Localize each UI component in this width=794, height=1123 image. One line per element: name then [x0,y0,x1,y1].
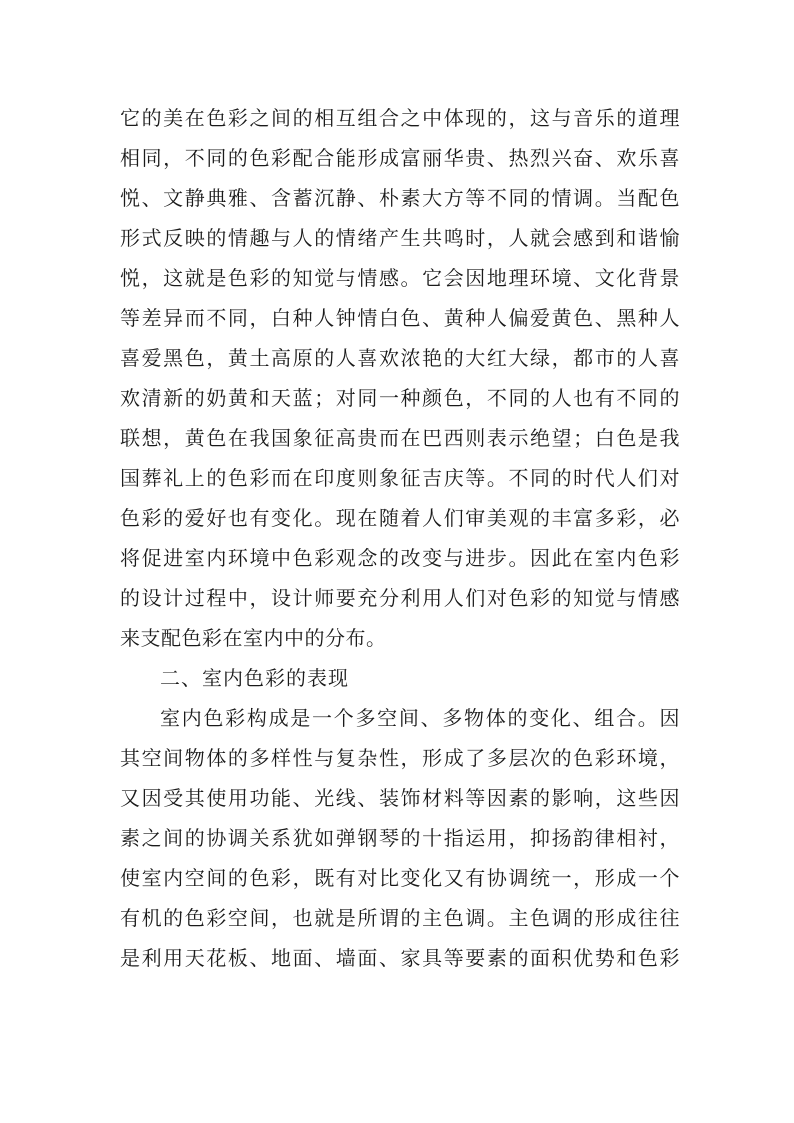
paragraph-1-line: 色彩的爱好也有变化。现在随着人们审美观的丰富多彩，必 [120,506,680,530]
paragraph-1-line: 欢清新的奶黄和天蓝；对同一种颜色，不同的人也有不同的 [120,386,680,410]
paragraph-1-line: 喜爱黑色，黄土高原的人喜欢浓艳的大红大绿，都市的人喜 [120,346,680,370]
paragraph-1-line: 悦，这就是色彩的知觉与情感。它会因地理环境、文化背景 [120,266,680,290]
paragraph-1-line: 它的美在色彩之间的相互组合之中体现的，这与音乐的道理 [120,106,680,130]
paragraph-2-line: 其空间物体的多样性与复杂性，形成了多层次的色彩环境， [120,746,680,770]
paragraph-2-line: 使室内空间的色彩，既有对比变化又有协调统一，形成一个 [120,866,680,890]
section-heading: 二、室内色彩的表现 [160,666,349,690]
paragraph-1-line: 来支配色彩在室内中的分布。 [120,626,387,650]
paragraph-2-line: 又因受其使用功能、光线、装饰材料等因素的影响，这些因 [120,786,680,810]
paragraph-1-line: 形式反映的情趣与人的情绪产生共鸣时，人就会感到和谐愉 [120,226,680,250]
paragraph-1-line: 联想，黄色在我国象征高贵而在巴西则表示绝望；白色是我 [120,426,680,450]
paragraph-1-line: 的设计过程中，设计师要充分利用人们对色彩的知觉与情感 [120,586,680,610]
paragraph-2-line: 有机的色彩空间，也就是所谓的主色调。主色调的形成往往 [120,906,680,930]
paragraph-2-line: 素之间的协调关系犹如弹钢琴的十指运用，抑扬韵律相衬， [120,826,680,850]
paragraph-2-line: 室内色彩构成是一个多空间、多物体的变化、组合。因 [160,706,680,730]
paragraph-2-line: 是利用天花板、地面、墙面、家具等要素的面积优势和色彩 [120,946,680,970]
paragraph-1-line: 悦、文静典雅、含蓄沉静、朴素大方等不同的情调。当配色 [120,186,680,210]
paragraph-1-line: 将促进室内环境中色彩观念的改变与进步。因此在室内色彩 [120,546,680,570]
paragraph-1-line: 国葬礼上的色彩而在印度则象征吉庆等。不同的时代人们对 [120,466,680,490]
paragraph-1-line: 等差异而不同，白种人钟情白色、黄种人偏爱黄色、黑种人 [120,306,680,330]
paragraph-1-line: 相同，不同的色彩配合能形成富丽华贵、热烈兴奋、欢乐喜 [120,146,680,170]
